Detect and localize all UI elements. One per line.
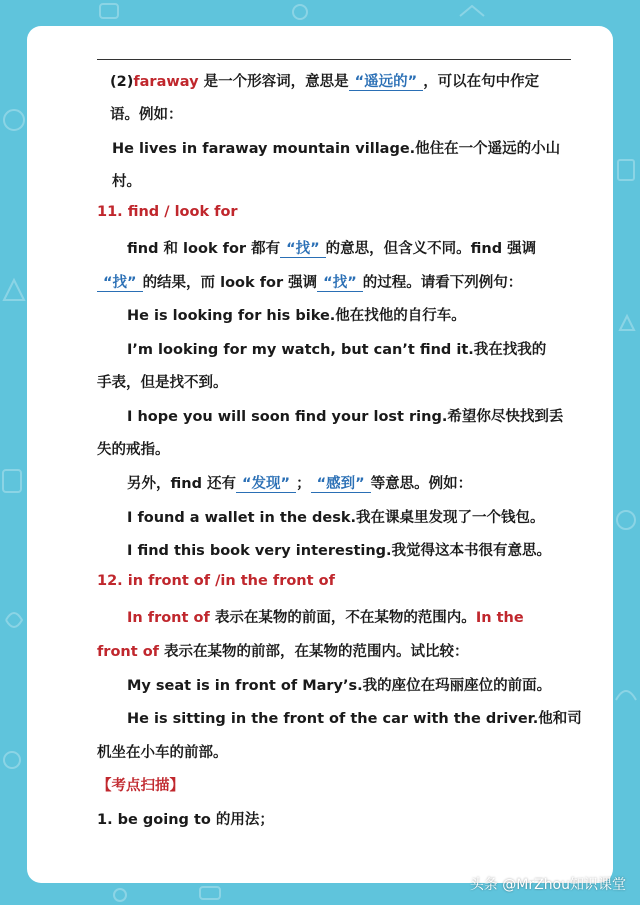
answer-blank: “找” <box>280 241 326 258</box>
section-heading: 12. in front of /in the front of <box>97 573 335 589</box>
text-run: (2) <box>110 74 134 90</box>
text-run: ，可以在句中作定 <box>423 74 540 90</box>
text-run: ； <box>296 476 311 492</box>
text-line: He lives in faraway mountain village.他住在一个遥远的小山 <box>112 141 561 157</box>
text-line: 手表，但是找不到。 <box>97 375 228 391</box>
keyword: In the <box>475 610 524 626</box>
text-line: I find this book very interesting.我觉得这本书很有意思。 <box>127 543 552 559</box>
text-run: 的意思，但含义不同。find 强调 <box>325 241 537 257</box>
text-line: He is looking for his bike.他在找他的自行车。 <box>127 308 466 324</box>
text-line: I found a wallet in the desk.我在课桌里发现了一个钱包。 <box>127 510 545 526</box>
answer-blank: “感到” <box>311 476 371 493</box>
text-line: 语。例如： <box>110 107 183 123</box>
text-run: 表示在某物的前面，不在某物的范围内。 <box>209 610 476 626</box>
text-line <box>97 271 522 292</box>
section-heading: 11. find / look for <box>97 204 238 220</box>
text-run: find 和 look for 都有 <box>127 241 281 257</box>
answer-blank: “发现” <box>236 476 296 493</box>
top-rule <box>97 59 571 60</box>
answer-blank: “找” <box>97 275 143 292</box>
text-line: 机坐在小车的前部。 <box>97 745 228 761</box>
text-line: I’m looking for my watch, but can’t find it.我在找我的 <box>127 342 547 358</box>
text-line <box>127 237 536 258</box>
answer-blank: “遥远的” <box>349 74 424 91</box>
document-page <box>27 26 613 883</box>
text-line: 村。 <box>112 174 141 190</box>
text-line: He is sitting in the front of the car with the driver.他和司 <box>127 711 582 727</box>
keyword: In front of <box>127 610 210 626</box>
text-run: 是一个形容词，意思是 <box>198 74 349 90</box>
keyword: front of <box>97 644 159 660</box>
text-line: 失的戒指。 <box>97 442 170 458</box>
text-line <box>127 472 472 493</box>
text-line: 1. be going to 的用法； <box>97 812 274 828</box>
text-line <box>127 606 524 627</box>
keyword: faraway <box>133 74 199 90</box>
text-line: My seat is in front of Mary’s.我的座位在玛丽座位的前面。 <box>127 678 552 694</box>
watermark: 头条 @MrZhou知识课堂 <box>469 877 626 893</box>
text-line <box>97 640 469 661</box>
text-run: 等意思。例如： <box>370 476 473 492</box>
section-heading: 【考点扫描】 <box>97 778 184 794</box>
text-run: 另外，find 还有 <box>127 476 236 492</box>
answer-blank: “找” <box>317 275 363 292</box>
text-line: I hope you will soon find your lost ring.希望你尽快找到丢 <box>127 409 564 425</box>
text-line <box>110 70 539 91</box>
text-run: 的结果，而 look for 强调 <box>142 275 318 291</box>
text-run: 表示在某物的前部，在某物的范围内。试比较： <box>159 644 469 660</box>
text-run: 的过程。请看下列例句： <box>362 275 523 291</box>
